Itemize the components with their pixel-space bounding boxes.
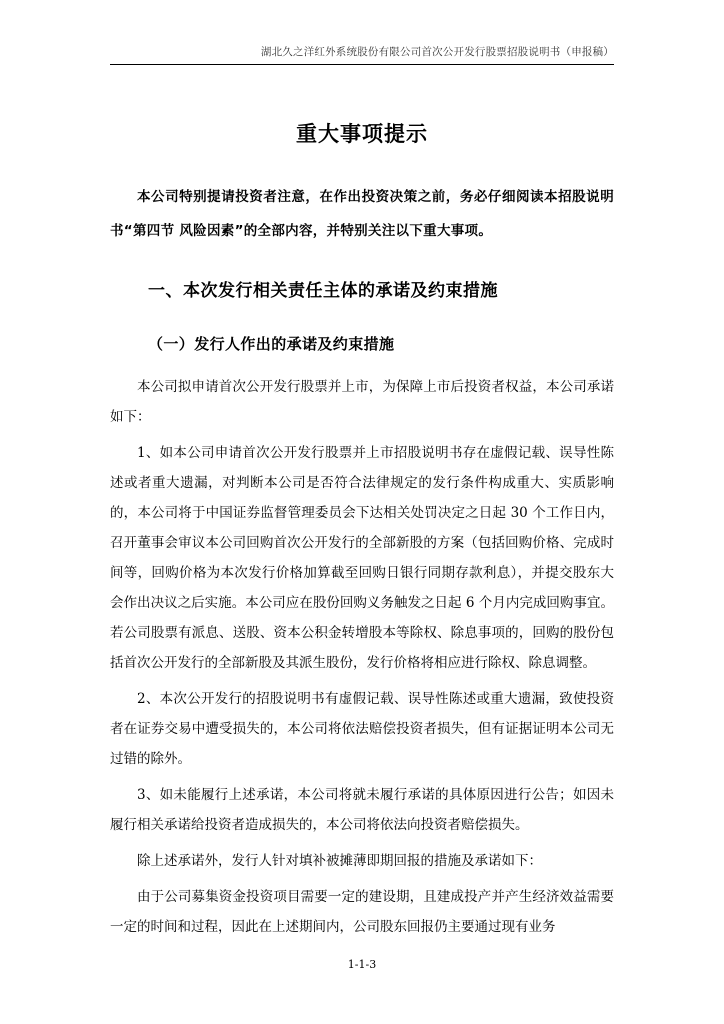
paragraph-commitment-1: 1、如本公司申请首次公开发行股票并上市招股说明书存在虚假记载、误导性陈述或者重大遗漏，对判断本公司是否符合法律规定的发行条件构成重大、实质影响的，本公司将于中国证券监督管理委员会下达相关处罚决定之日起 30 个工作日内，召开董事会审议本公司回购首次公开发行的全部新股的方案（包括回购价格、完成时间等，回购价格为本次发行价格加算截至回购日银行同期存款利息），并提交股东大会作出决议之后实施。本公司应在股份回购义务触发之日起 6 个月内完成回购事宜。若公司股票有派息、送股、资本公积金转增股本等除权、除息事项的，回购的股份包括首次公开发行的全部新股及其派生股份，发行价格将相应进行除权、除息调整。 xyxy=(110,445,614,671)
paragraph-intro: 本公司拟申请首次公开发行股票并上市，为保障上市后投资者权益，本公司承诺如下： xyxy=(110,379,614,425)
paragraph-dilution-intro: 除上述承诺外，发行人针对填补被摊薄即期回报的措施及承诺如下： xyxy=(137,853,542,869)
page-number: 1-1-3 xyxy=(347,958,377,971)
paragraph-dilution-detail: 由于公司募集资金投资项目需要一定的建设期，且建成投产并产生经济效益需要一定的时间和过程，因此在上述期间内，公司股东回报仍主要通过现有业务 xyxy=(110,889,614,935)
body-text xyxy=(110,372,614,948)
running-header: 湖北久之洋红外系统股份有限公司首次公开发行股票招股说明书（申报稿） xyxy=(110,44,614,65)
paragraph-commitment-3: 3、如未能履行上述承诺，本公司将就未履行承诺的具体原因进行公告；如因未履行相关承诺给投资者造成损失的，本公司将依法向投资者赔偿损失。 xyxy=(110,787,614,833)
section-heading: 一、本次发行相关责任主体的承诺及约束措施 xyxy=(148,281,498,301)
page-title: 重大事项提示 xyxy=(296,122,428,146)
paragraph-commitment-2: 2、本次公开发行的招股说明书有虚假记载、误导性陈述或重大遗漏，致使投资者在证券交易中遭受损失的，本公司将依法赔偿投资者损失，但有证据证明本公司无过错的除外。 xyxy=(110,691,614,767)
subsection-heading: （一）发行人作出的承诺及约束措施 xyxy=(148,335,395,353)
important-notice: 本公司特别提请投资者注意，在作出投资决策之前，务必仔细阅读本招股说明书“第四节 风险因素”的全部内容，并特别关注以下重大事项。 xyxy=(110,189,614,239)
